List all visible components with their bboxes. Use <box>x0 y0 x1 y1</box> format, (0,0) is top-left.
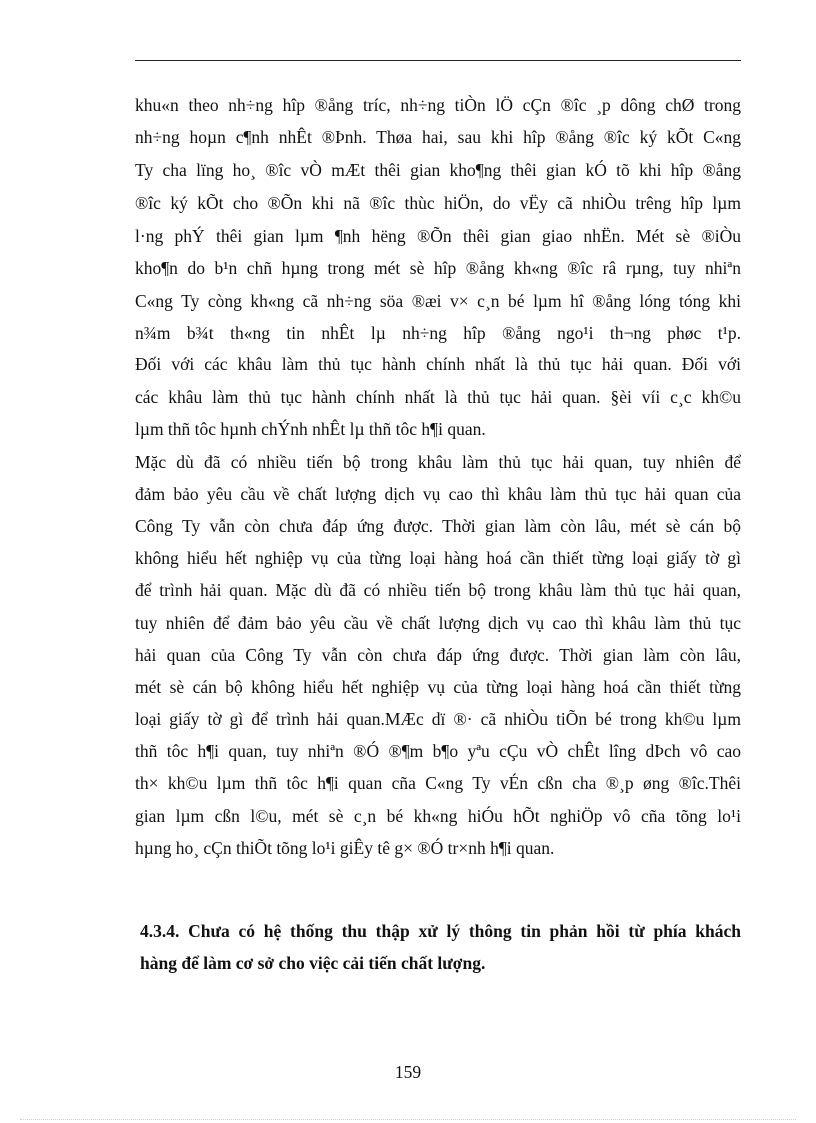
paragraph-3-line-8: mét sè cán bộ không hiểu hết nghiệp vụ của từng loại hàng hoá cần thiết từng <box>135 677 741 697</box>
paragraph-3-line-13: hµng ho¸ cÇn thiÕt tõng lo¹i giÊy tê g× ®Ó tr×nh h¶i quan. <box>135 838 555 858</box>
paragraph-1-line-6: kho¶n do b¹n chñ hµng trong mét sè hîp ®ång kh«ng ®îc râ rµng, tuy nhiªn <box>135 258 741 278</box>
section-heading-line-1: 4.3.4. Chưa có hệ thống thu thập xử lý thông tin phản hồi từ phía khách <box>140 921 741 941</box>
paragraph-3-line-11: th× kh©u lµm thñ tôc h¶i quan cña C«ng Ty vÉn cßn cha ®¸p øng ®îc.Thêi <box>135 773 741 793</box>
paragraph-3-line-12: gian lµm cßn l©u, mét sè c¸n bé kh«ng hiÓu hÕt nghiÖp vô cña tõng lo¹i <box>135 806 741 826</box>
paragraph-3-line-10: thñ tôc h¶i quan, tuy nhiªn ®Ó ®¶m b¶o yªu cÇu vÒ chÊt lîng dÞch vô cao <box>135 741 741 761</box>
paragraph-3-line-5: để trình hải quan. Mặc dù đã có nhiều tiến bộ trong khâu làm thủ tục hải quan, <box>135 580 741 600</box>
paragraph-3-line-7: hải quan của Công Ty vẫn còn chưa đáp ứng được. Thời gian làm còn lâu, <box>135 645 741 665</box>
paragraph-2-line-3: lµm thñ tôc hµnh chÝnh nhÊt lµ thñ tôc h¶i quan. <box>135 419 486 439</box>
page-bottom-border <box>20 1119 796 1120</box>
section-heading-line-2: hàng để làm cơ sở cho việc cải tiến chất lượng. <box>140 953 486 973</box>
paragraph-2-line-1: Đối với các khâu làm thủ tục hành chính nhất là thủ tục hải quan. Đối với <box>135 354 741 374</box>
paragraph-2-line-2: các khâu làm thủ tục hành chính nhất là thủ tục hải quan. §èi víi c¸c kh©u <box>135 387 741 407</box>
paragraph-1-line-3: Ty cha lïng ho¸ ®îc vÒ mÆt thêi gian kho¶ng thêi gian kÓ tõ khi hîp ®ång <box>135 160 741 180</box>
paragraph-1-line-5: l·ng phÝ thêi gian lµm ¶nh hëng ®Õn thêi gian giao nhËn. Mét sè ®iÒu <box>135 226 741 246</box>
paragraph-1-line-7: C«ng Ty còng kh«ng cã nh÷ng söa ®æi v× c¸n bé lµm hî ®ång lóng tóng khi <box>135 291 741 311</box>
paragraph-1-line-1: khu«n theo nh÷ng hîp ®ång tríc, nh÷ng tiÒn lÖ cÇn ®îc ¸p dông chØ trong <box>135 95 741 115</box>
paragraph-3-line-6: tuy nhiên để đảm bảo yêu cầu về chất lượng dịch vụ cao thì khâu làm thủ tục <box>135 613 741 633</box>
paragraph-3-line-2: đảm bảo yêu cầu về chất lượng dịch vụ cao thì khâu làm thủ tục hải quan của <box>135 484 741 504</box>
paragraph-3-line-3: Công Ty vẫn còn chưa đáp ứng được. Thời gian làm còn lâu, mét sè cán bộ <box>135 516 741 536</box>
page-number: 159 <box>394 1062 422 1082</box>
header-rule <box>135 60 741 61</box>
paragraph-3-line-1: Mặc dù đã có nhiều tiến bộ trong khâu làm thủ tục hải quan, tuy nhiên để <box>135 452 741 472</box>
paragraph-1-line-4: ®îc ký kÕt cho ®Õn khi nã ®îc thùc hiÖn, do vËy cã nhiÒu trêng hîp lµm <box>135 193 741 213</box>
paragraph-1-line-8: n¾m b¾t th«ng tin nhÊt lµ nh÷ng hîp ®ång ngo¹i th¬ng phøc t¹p. <box>135 323 741 343</box>
paragraph-3-line-9: loại giấy tờ gì để trình hải quan.MÆc dï ®· cã nhiÒu tiÕn bé trong kh©u lµm <box>135 709 741 729</box>
paragraph-3-line-4: không hiểu hết nghiệp vụ của từng loại hàng hoá cần thiết từng loại giấy tờ gì <box>135 548 741 568</box>
paragraph-1-line-2: nh÷ng hoµn c¶nh nhÊt ®Þnh. Thøa hai, sau khi hîp ®ång ®îc ký kÕt C«ng <box>135 127 741 147</box>
